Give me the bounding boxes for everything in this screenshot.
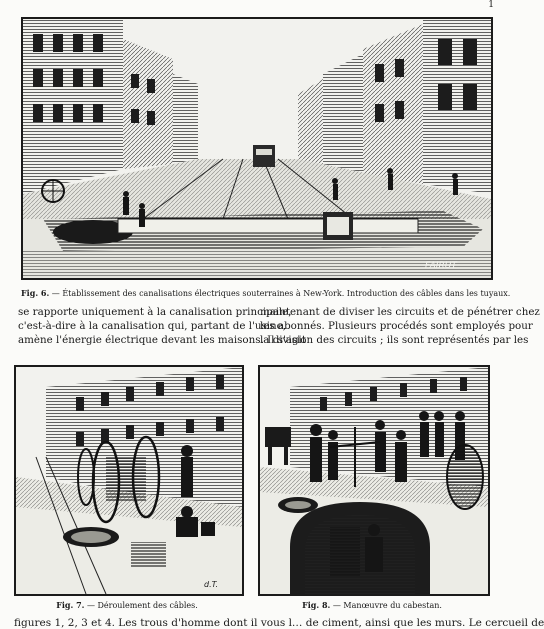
figure-7-illustration bbox=[16, 367, 242, 594]
figure-6-engraving bbox=[21, 17, 493, 280]
figure-7-engraving bbox=[14, 365, 244, 596]
text-column-left bbox=[18, 305, 306, 347]
figure-6-number: Fig. 6. bbox=[21, 288, 50, 298]
text-column-right bbox=[260, 305, 540, 347]
figure-6-caption bbox=[21, 288, 511, 298]
figure-6-title: — Établissement des canalisations électriques souterraines à New-York. Introduction des câbles dans les tuyaux. bbox=[51, 289, 511, 298]
figure-7-caption bbox=[14, 600, 240, 610]
figure-7-number: Fig. 7. bbox=[56, 600, 85, 610]
bottom-text-line: figures 1, 2, 3 et 4. Les trous d'homme dont il vous l… de ciment, ainsi que les murs. Le cercueil de bbox=[14, 617, 544, 629]
figure-7-title: — Déroulement des câbles. bbox=[86, 601, 198, 610]
figure-8-number: Fig. 8. bbox=[302, 600, 331, 610]
text-line: se rapporte uniquement à la canalisation principale, bbox=[18, 306, 292, 318]
figure-8-caption bbox=[258, 600, 486, 610]
text-line: la division des circuits ; ils sont représentés par les bbox=[260, 334, 529, 346]
text-line: maintenant de diviser les circuits et de pénétrer chez bbox=[260, 306, 540, 318]
figure-8-illustration bbox=[260, 367, 488, 594]
page-number: 1 bbox=[488, 0, 494, 10]
svg-text:d.T.: d.T. bbox=[204, 580, 219, 589]
engraver-signature: FAIRUT bbox=[425, 261, 457, 271]
figure-6-illustration bbox=[23, 19, 491, 278]
text-line: c'est-à-dire à la canalisation qui, partant de l'usine, bbox=[18, 320, 287, 332]
text-line: amène l'énergie électrique devant les maisons. Il s'agit bbox=[18, 334, 306, 346]
figure-8-title: — Manœuvre du cabestan. bbox=[332, 601, 442, 610]
figure-8-engraving bbox=[258, 365, 490, 596]
text-line: les abonnés. Plusieurs procédés sont employés pour bbox=[260, 320, 533, 332]
